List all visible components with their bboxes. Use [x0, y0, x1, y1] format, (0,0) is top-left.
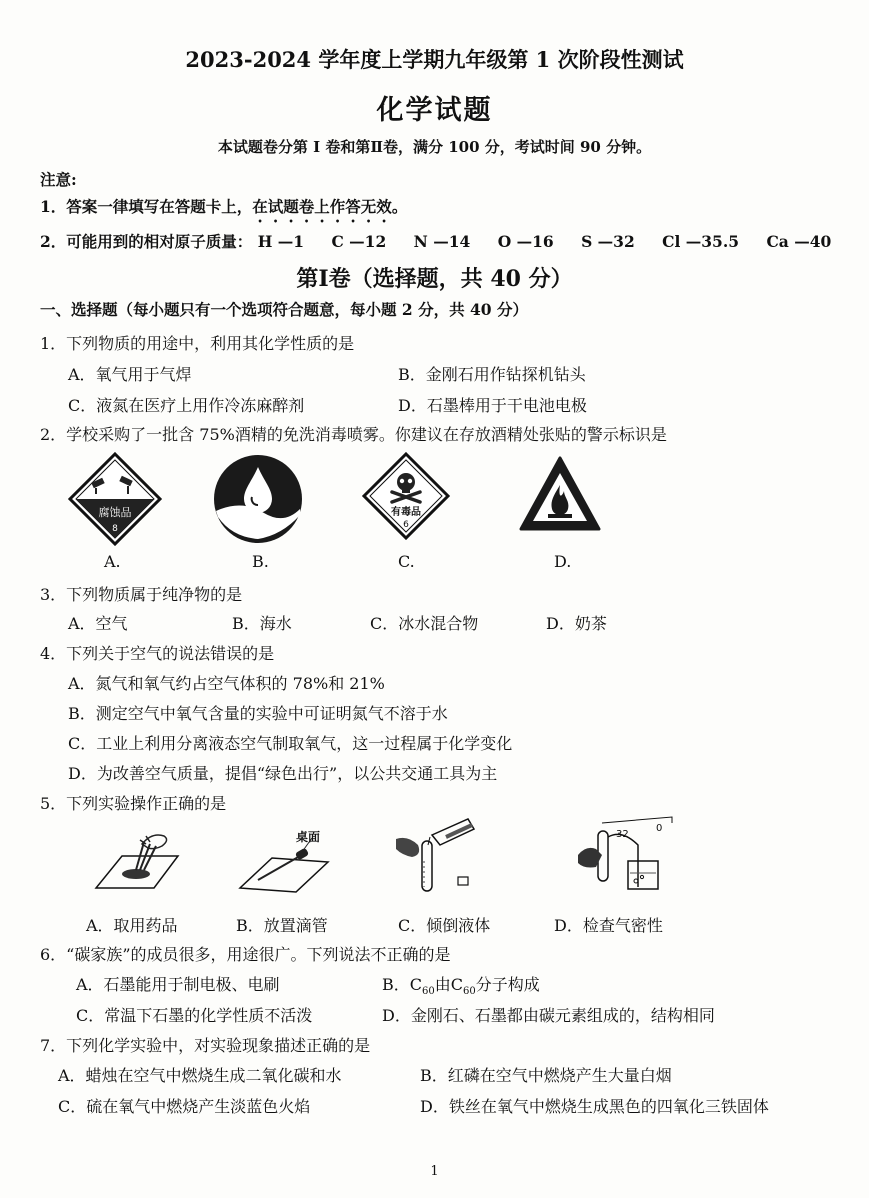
q6-option-a: A．石墨能用于制电极、电刷	[76, 975, 280, 994]
airtightness-check-figure-icon	[572, 815, 682, 895]
q7-option-a: A．蜡烛在空气中燃烧生成二氧化碳和水	[58, 1066, 342, 1085]
table-surface-label: 桌面	[296, 830, 321, 844]
svg-text:0: 0	[656, 823, 663, 834]
q3-option-d: D．奶茶	[546, 614, 607, 633]
note-1	[40, 195, 407, 226]
q5-option-a: A．取用药品	[86, 916, 178, 935]
pour-liquid-figure-icon	[388, 815, 488, 895]
flammable-sign-icon	[518, 455, 602, 533]
q7-option-c: C．硫在氧气中燃烧产生淡蓝色火焰	[58, 1097, 311, 1116]
q5-option-b: B．放置滴管	[236, 916, 328, 935]
sign-a-number: 8	[112, 524, 118, 534]
q6-option-d: D．金刚石、石墨都由碳元素组成的，结构相同	[382, 1006, 715, 1025]
q7-option-b: B．红磷在空气中燃烧产生大量白烟	[420, 1066, 672, 1085]
atom-ca: Ca —40	[766, 232, 832, 251]
q1-option-b: B．金刚石用作钻探机钻头	[398, 365, 586, 384]
water-drop-sign-icon	[212, 453, 304, 545]
q6-b-post: 分子构成	[475, 975, 540, 994]
q6-b-pre: B．C	[382, 975, 423, 994]
atom-c: C —12	[331, 232, 387, 251]
atom-o: O —16	[497, 232, 554, 251]
q4-option-d: D．为改善空气质量，提倡“绿色出行”，以公共交通工具为主	[68, 764, 498, 783]
q4-option-c: C．工业上利用分离液态空气制取氧气，这一过程属于化学变化	[68, 734, 513, 753]
page-number: 1	[430, 1164, 439, 1179]
atom-s: S —32	[581, 232, 635, 251]
notes-label: 注意:	[40, 170, 77, 189]
q1-stem: 1．下列物质的用途中，利用其化学性质的是	[40, 334, 355, 353]
q6-option-b	[382, 972, 540, 997]
sign-c-label: 有毒品	[391, 507, 421, 518]
q6-stem: 6．“碳家族”的成员很多，用途很广。下列说法不正确的是	[40, 945, 451, 964]
q3-stem: 3．下列物质属于纯净物的是	[40, 585, 243, 604]
section-1-title: 一、选择题（每小题只有一个选项符合题意，每小题 2 分，共 40 分）	[40, 300, 528, 319]
atom-n: N —14	[413, 232, 471, 251]
take-reagent-figure-icon	[92, 822, 182, 892]
q2-stem: 2．学校采购了一批含 75%酒精的免洗消毒喷雾。你建议在存放酒精处张贴的警示标识是	[40, 425, 667, 444]
q5-option-d: D．检查气密性	[554, 916, 663, 935]
q4-option-a: A．氮气和氧气约占空气体积的 78%和 21%	[68, 674, 385, 693]
q6-option-c: C．常温下石墨的化学性质不活泼	[76, 1006, 313, 1025]
q2-option-b: B.	[252, 552, 269, 571]
exam-intro: 本试题卷分第 I 卷和第Ⅱ卷，满分 100 分，考试时间 90 分钟。	[217, 138, 652, 156]
q6-b-sub-2: 60	[463, 986, 476, 998]
note-2	[40, 230, 853, 252]
q4-stem: 4．下列关于空气的说法错误的是	[40, 644, 275, 663]
toxic-sign-icon	[362, 452, 450, 540]
q7-stem: 7．下列化学实验中，对实验现象描述正确的是	[40, 1036, 371, 1055]
note-1-post: 。	[391, 197, 408, 216]
q2-option-d: D.	[554, 552, 572, 571]
q1-option-c: C．液氮在医疗上用作冷冻麻醉剂	[68, 396, 305, 415]
q3-option-c: C．冰水混合物	[370, 614, 479, 633]
svg-text:32: 32	[616, 829, 629, 840]
part-1-title: 第Ⅰ卷（选择题，共 40 分）	[296, 266, 573, 292]
q4-option-b: B．测定空气中氧气含量的实验中可证明氮气不溶于水	[68, 704, 448, 723]
q5-option-c: C．倾倒液体	[398, 916, 491, 935]
sign-a-label: 腐蚀品	[98, 506, 132, 519]
sign-c-number: 6	[403, 520, 409, 530]
q2-option-c: C.	[398, 552, 415, 571]
atom-cl: Cl —35.5	[662, 232, 740, 251]
q6-b-sub-1: 60	[422, 986, 435, 998]
corrosive-sign-icon	[68, 452, 162, 546]
q3-option-b: B．海水	[232, 614, 292, 633]
note-1-pre: 1．答案一律填写在答题卡上，	[40, 197, 253, 216]
q1-option-d: D．石墨棒用于干电池电极	[398, 396, 587, 415]
q2-option-a: A.	[104, 552, 121, 571]
exam-title: 2023-2024 学年度上学期九年级第 1 次阶段性测试	[185, 47, 684, 72]
q1-option-a: A．氧气用于气焊	[68, 365, 192, 384]
note-1-emphasis: 在试题卷上作答无效	[252, 197, 392, 216]
subject-title: 化学试题	[376, 95, 493, 126]
atom-h: H —1	[257, 232, 305, 251]
dropper-on-table-figure-icon	[238, 822, 338, 894]
atomic-mass-label: 2．可能用到的相对原子质量：	[40, 232, 253, 251]
q7-option-d: D．铁丝在氧气中燃烧生成黑色的四氧化三铁固体	[420, 1097, 769, 1116]
q3-option-a: A．空气	[68, 614, 128, 633]
q5-stem: 5．下列实验操作正确的是	[40, 794, 227, 813]
q6-b-mid: 由C	[434, 975, 463, 994]
